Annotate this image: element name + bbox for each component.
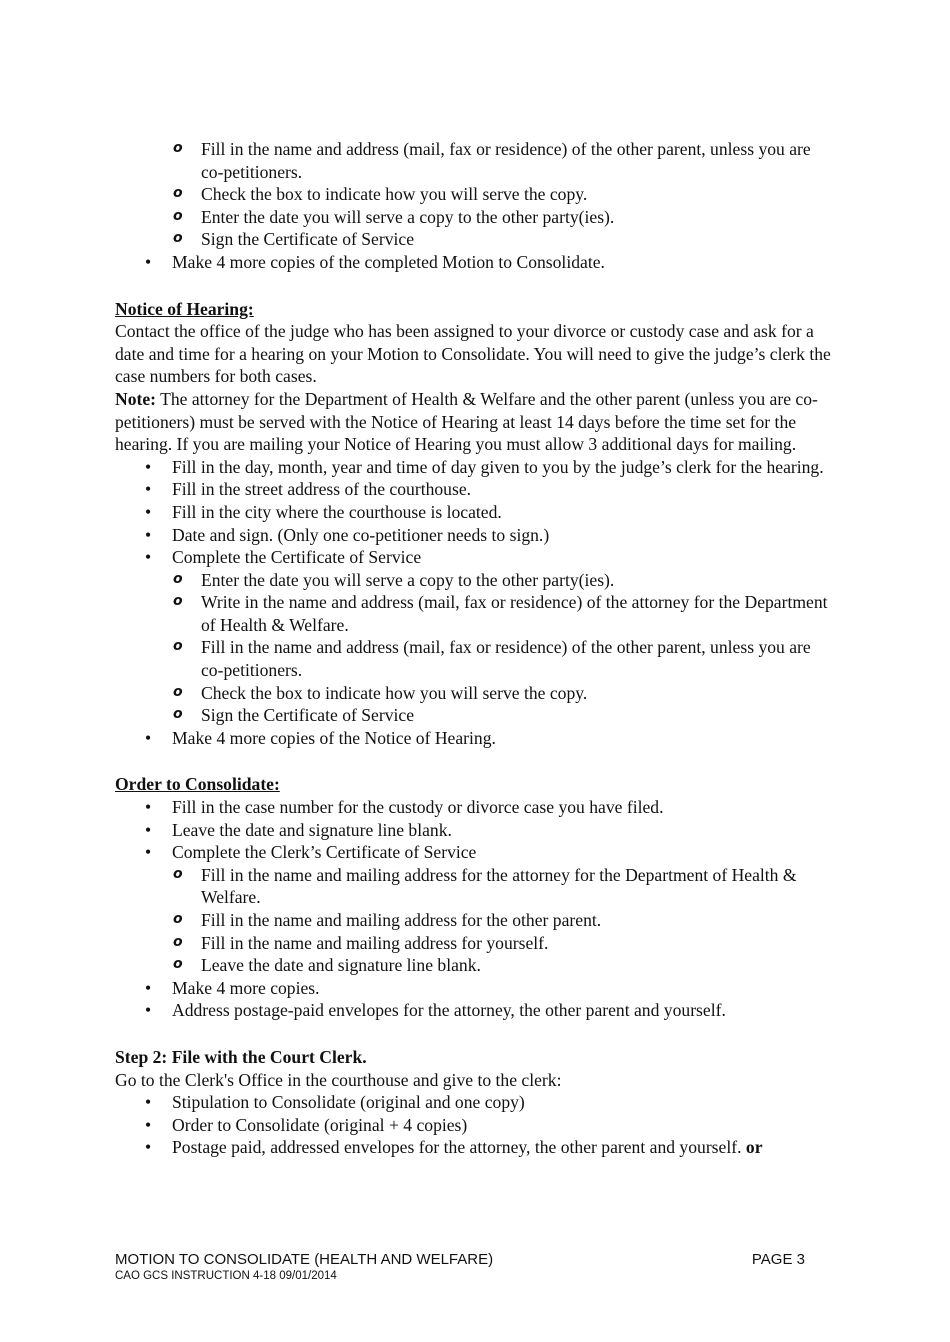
bullet-item [115,1114,837,1137]
bullet-item [115,1091,837,1114]
bullet-item [115,819,837,842]
order-heading: Order to Consolidate: [115,774,280,795]
notice-note [115,388,837,456]
item-text: Complete the Certificate of Service [172,547,422,568]
bullet-item [115,456,837,479]
item-text: Fill in the name and mailing address for the attorney for the Department of Health & Welfare. [201,864,797,908]
sub-bullet-item [115,183,837,206]
step2-list [115,1091,837,1159]
item-text: Address postage-paid envelopes for the attorney, the other parent and yourself. [172,1000,726,1021]
notice-of-hearing-section [115,298,837,750]
item-text: Fill in the case number for the custody or divorce case you have filed. [172,797,664,818]
item-text: Make 4 more copies of the Notice of Hearing. [172,727,496,748]
bullet-item [115,1136,837,1159]
bullet-item [115,478,837,501]
sub-bullet-item [115,864,837,909]
item-text: Write in the name and address (mail, fax or residence) of the attorney for the Department of Health & Welfare. [201,592,828,635]
notice-list [115,456,837,750]
bullet-item [115,501,837,524]
document-body [115,138,837,1159]
item-text: Complete the Clerk’s Certificate of Service [172,842,477,863]
item-text: Check the box to indicate how you will serve the copy. [201,682,588,703]
order-list [115,796,837,1022]
item-text: Make 4 more copies of the completed Motion to Consolidate. [172,251,605,272]
sub-bullet-item [115,228,837,251]
sub-bullet-item [115,909,837,932]
sub-bullet-item [115,138,837,183]
item-text: Order to Consolidate (original + 4 copies) [172,1114,468,1135]
footer-line [115,1251,805,1268]
step2-heading: Step 2: File with the Court Clerk. [115,1046,367,1067]
footer-code: CAO GCS INSTRUCTION 4-18 09/01/2014 [115,1270,337,1282]
sub-bullet-item [115,636,837,681]
bullet-item [115,999,837,1022]
order-to-consolidate-section [115,773,837,1022]
note-text: The attorney for the Department of Health & Welfare and the other parent (unless you are co-petitioners) must be served with the Notice of Hearing at least 14 days before the time set for the hearing. If you are mailing your Notice of Hearing you must allow 3 additional days for mailing. [115,388,818,455]
item-text: Fill in the name and address (mail, fax or residence) of the other parent, unless you are co-petitioners. [201,139,811,182]
sub-bullet-item [115,591,837,636]
bullet-item [115,841,837,864]
item-text: Fill in the street address of the courthouse. [172,479,472,500]
item-text: Stipulation to Consolidate (original and one copy) [172,1092,525,1113]
item-text: Enter the date you will serve a copy to the other party(ies). [201,206,615,227]
item-text: Fill in the day, month, year and time of day given to you by the judge’s clerk for the hearing. [172,456,824,477]
item-text: Fill in the city where the courthouse is located. [172,501,502,522]
item-text: Fill in the name and mailing address for yourself. [201,932,549,953]
item-text: Sign the Certificate of Service [201,229,415,250]
sub-bullet-item [115,682,837,705]
sub-bullet-item [115,954,837,977]
sub-bullet-item [115,704,837,727]
item-text: Date and sign. (Only one co-petitioner needs to sign.) [172,524,550,545]
item-text: Leave the date and signature line blank. [172,819,452,840]
step2-section [115,1046,837,1159]
item-text: Enter the date you will serve a copy to the other party(ies). [201,569,615,590]
item-text: Make 4 more copies. [172,977,320,998]
bullet-item [115,727,837,750]
sub-bullet-item [115,569,837,592]
item-text: Check the box to indicate how you will serve the copy. [201,184,588,205]
item-text: Sign the Certificate of Service [201,705,415,726]
notice-heading: Notice of Hearing: [115,298,254,319]
bullet-item [115,796,837,819]
item-text: Postage paid, addressed envelopes for the attorney, the other parent and yourself. [172,1137,742,1158]
item-text: Leave the date and signature line blank. [201,955,481,976]
step2-intro: Go to the Clerk's Office in the courthouse and give to the clerk: [115,1069,562,1090]
sub-bullet-item [115,206,837,229]
bullet-item [115,977,837,1000]
top-list [115,138,837,274]
bullet-item [115,251,837,274]
sub-bullet-item [115,932,837,955]
bullet-item [115,524,837,547]
item-text: Fill in the name and address (mail, fax or residence) of the other parent, unless you are co-petitioners. [201,637,811,681]
footer-page: PAGE 3 [751,1251,805,1268]
item-text: Fill in the name and mailing address for the other parent. [201,910,602,930]
item-suffix: or [745,1137,763,1158]
notice-intro: Contact the office of the judge who has been assigned to your divorce or custody case and ask for a date and time for a hearing on your Motion to Consolidate. You will need to give the judge’s clerk the case numbers for both cases. [115,321,831,387]
note-label: Note: [115,388,157,409]
bullet-item [115,546,837,569]
footer-title: MOTION TO CONSOLIDATE (HEALTH AND WELFARE) [115,1251,494,1268]
